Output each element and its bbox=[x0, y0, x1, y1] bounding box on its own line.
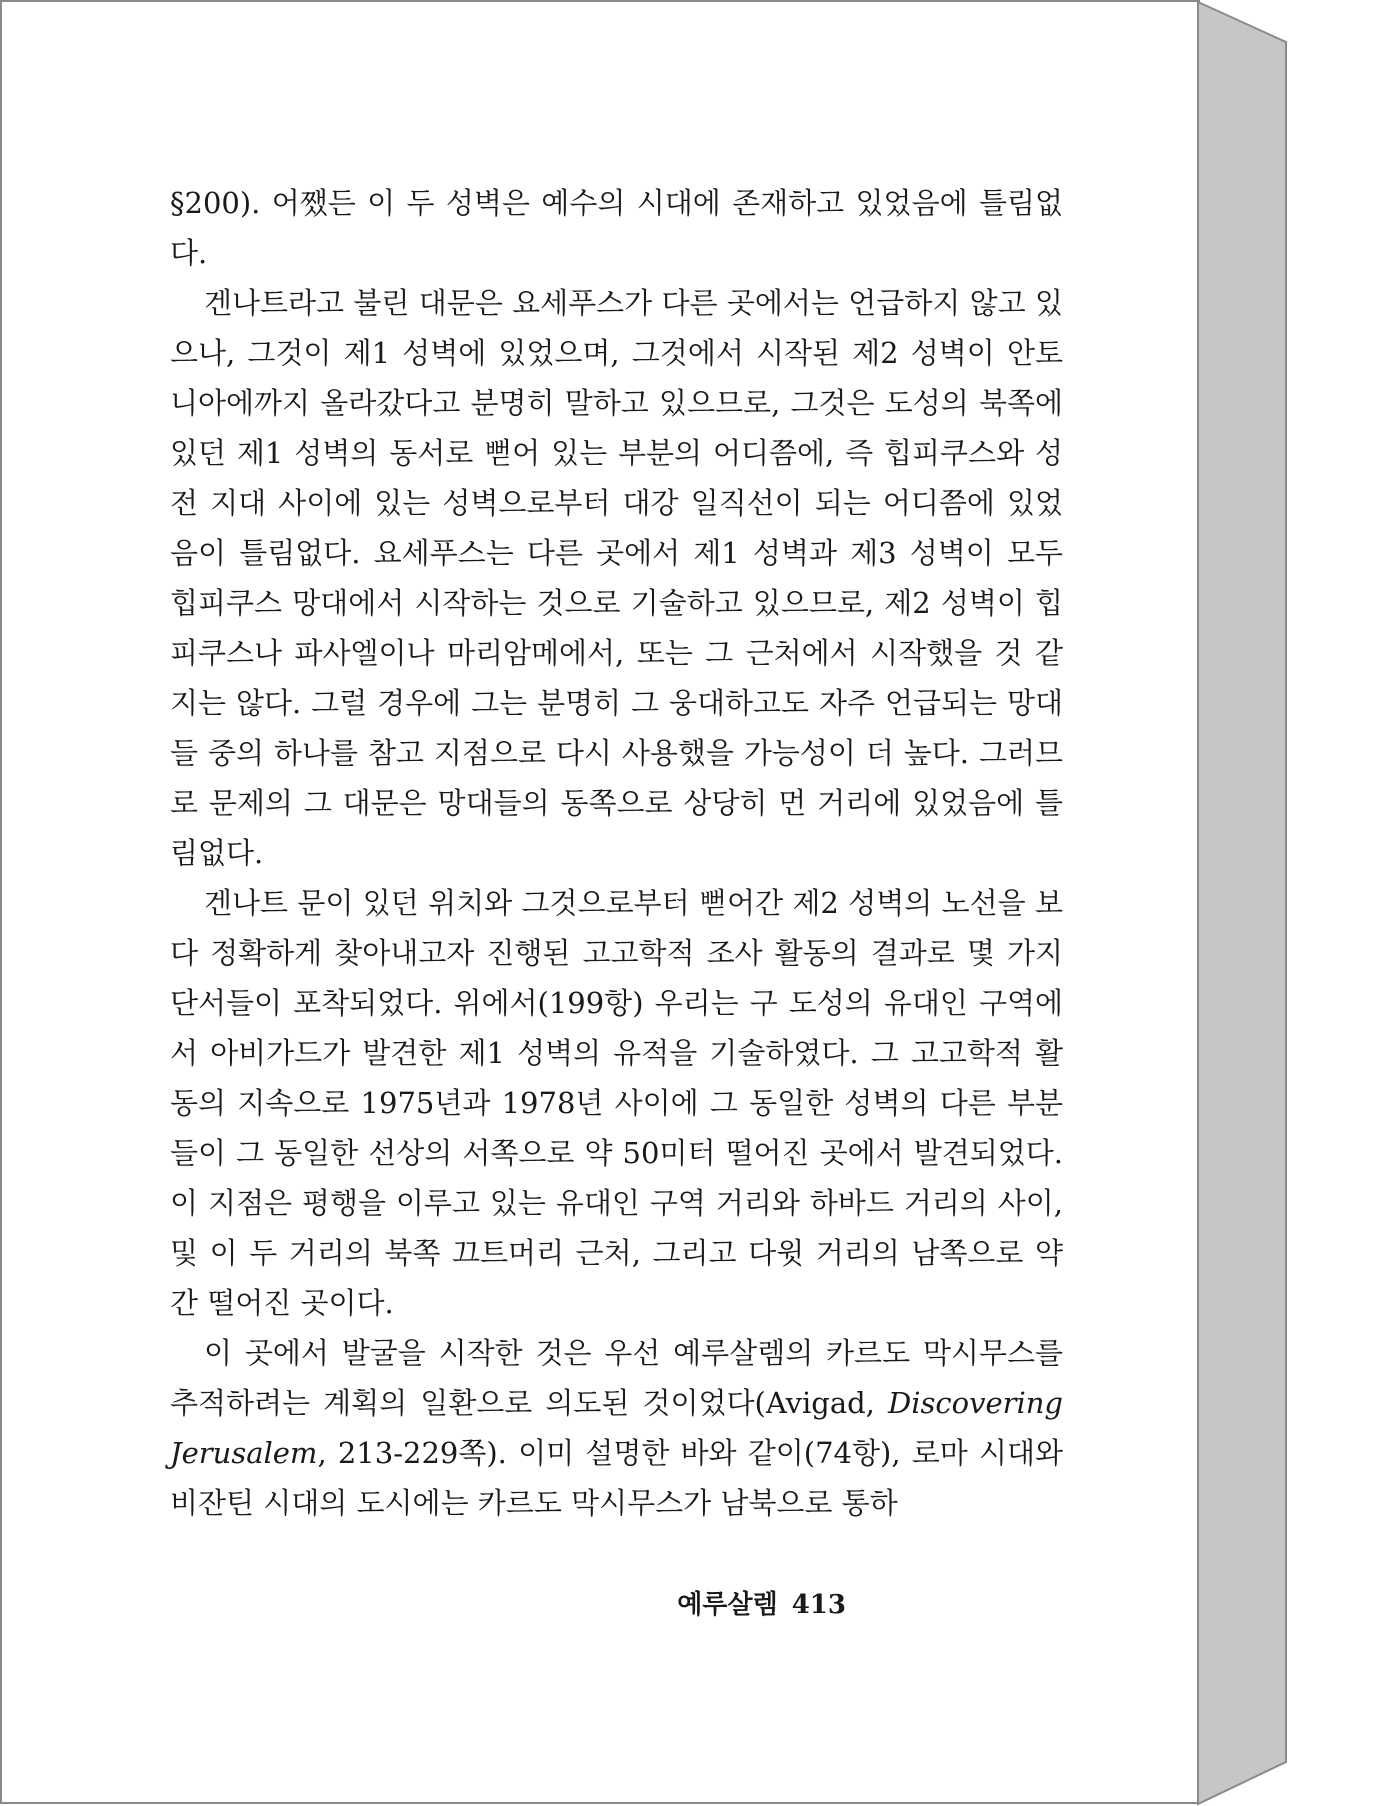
running-title: 예루살렘 bbox=[677, 1590, 778, 1620]
paragraph-1: §200). 어쨌든 이 두 성벽은 예수의 시대에 존재하고 있었음에 틀림없다. bbox=[170, 186, 1063, 270]
book-edge-face bbox=[1198, 2, 1286, 1804]
paragraph-4-text-end: , 213-229쪽). 이미 설명한 바와 같이(74항), 로마 시대와 비잔틴 시대의 도시에는 카르도 막시무스가 남북으로 통하 bbox=[170, 1436, 1063, 1520]
page-number: 413 bbox=[791, 1590, 846, 1620]
paragraph-3: 겐나트 문이 있던 위치와 그것으로부터 뻗어간 제2 성벽의 노선을 보다 정확하게 찾아내고자 진행된 고고학적 조사 활동의 결과로 몇 가지 단서들이 포착되었다. 위에서(199항) 우리는 구 도성의 유대인 구역에서 아비가드가 발견한 제1 성벽의 유적을 기술하였다. 그 고고학적 활동의 지속으로 1975년과 1978년 사이에 그 동일한 성벽의 다른 부분들이 그 동일한 선상의 서쪽으로 약 50미터 떨어진 곳에서 발견되었다. 이 지점은 평행을 이루고 있는 유대인 구역 거리와 하바드 거리의 사이, 및 이 두 거리의 북쪽 끄트머리 근처, 그리고 다윗 거리의 남쪽으로 약간 떨어진 곳이다. bbox=[170, 886, 1063, 1320]
paragraph-2: 겐나트라고 불린 대문은 요세푸스가 다른 곳에서는 언급하지 않고 있으나, 그것이 제1 성벽에 있었으며, 그것에서 시작된 제2 성벽이 안토니아에까지 올라갔다고 분명히 말하고 있으므로, 그것은 도성의 북쪽에 있던 제1 성벽의 동서로 뻗어 있는 부분의 어디쯤에, 즉 힙피쿠스와 성전 지대 사이에 있는 성벽으로부터 대강 일직선이 되는 어디쯤에 있었음이 틀림없다. 요세푸스는 다른 곳에서 제1 성벽과 제3 성벽이 모두 힙피쿠스 망대에서 시작하는 것으로 기술하고 있으므로, 제2 성벽이 힙피쿠스나 파사엘이나 마리암메에서, 또는 그 근처에서 시작했을 것 같지는 않다. 그럴 경우에 그는 분명히 그 웅대하고도 자주 언급되는 망대들 중의 하나를 참고 지점으로 다시 사용했을 가능성이 더 높다. 그러므로 문제의 그 대문은 망대들의 동쪽으로 상당히 먼 거리에 있었음에 틀림없다. bbox=[170, 286, 1063, 870]
paragraph-4-text-start: 이 곳에서 발굴을 시작한 것은 우선 예루살렘의 카르도 막시무스를 추적하려는 계획의 일환으로 의도된 것이었다(Avigad, bbox=[170, 1336, 1063, 1420]
book-title-italic: Discovering Jerusalem bbox=[170, 1386, 1063, 1470]
